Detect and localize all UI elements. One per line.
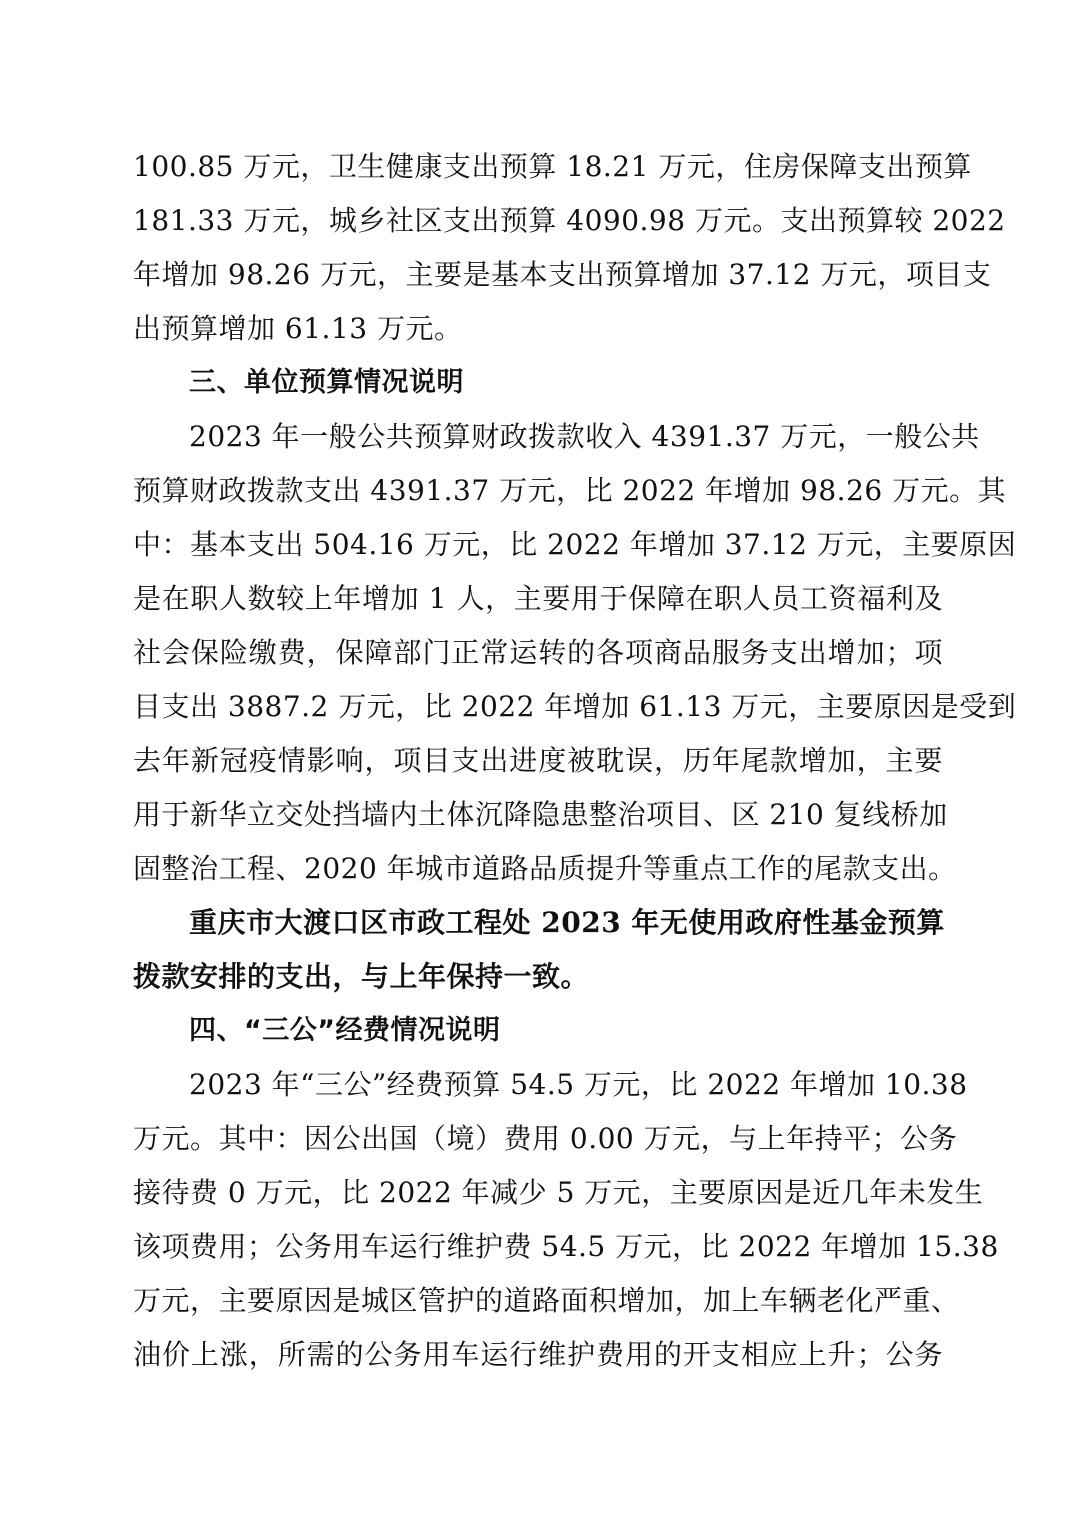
text-line: 目支出 3887.2 万元，比 2022 年增加 61.13 万元，主要原因是受到 — [133, 690, 1017, 723]
paragraph-three-public-expenses — [133, 1058, 999, 1382]
text-line: 是在职人数较上年增加 1 人，主要用于保障在职人员工资福利及 — [133, 582, 943, 615]
text-line: 年增加 98.26 万元，主要是基本支出预算增加 37.12 万元，项目支 — [133, 258, 992, 291]
paragraph-general-budget — [133, 410, 1017, 896]
text-line: 出预算增加 61.13 万元。 — [133, 312, 463, 345]
document-page — [133, 140, 1017, 1382]
text-line: 预算财政拨款支出 4391.37 万元，比 2022 年增加 98.26 万元。其 — [133, 474, 1007, 507]
text-line: 该项费用；公务用车运行维护费 54.5 万元，比 2022 年增加 15.38 — [133, 1230, 999, 1263]
text-line: 2023 年一般公共预算财政拨款收入 4391.37 万元，一般公共 — [189, 420, 980, 453]
text-line: 社会保险缴费，保障部门正常运转的各项商品服务支出增加；项 — [133, 636, 943, 669]
text-line: 181.33 万元，城乡社区支出预算 4090.98 万元。支出预算较 2022 — [133, 204, 1006, 237]
text-line: 去年新冠疫情影响，项目支出进度被耽误，历年尾款增加，主要 — [133, 744, 943, 777]
text-line: 重庆市大渡口区市政工程处 2023 年无使用政府性基金预算 — [189, 906, 945, 939]
paragraph-expenditure-summary — [133, 140, 1006, 356]
text-line: 万元。其中：因公出国（境）费用 0.00 万元，与上年持平；公务 — [133, 1122, 958, 1155]
text-line: 油价上涨，所需的公务用车运行维护费用的开支相应上升；公务 — [133, 1338, 943, 1371]
text-line: 100.85 万元，卫生健康支出预算 18.21 万元，住房保障支出预算 — [133, 150, 972, 183]
paragraph-government-fund — [133, 896, 943, 1004]
text-line: 万元，主要原因是城区管护的道路面积增加，加上车辆老化严重、 — [133, 1284, 960, 1317]
text-line: 拨款安排的支出，与上年保持一致。 — [133, 960, 590, 993]
text-line: 固整治工程、2020 年城市道路品质提升等重点工作的尾款支出。 — [133, 852, 957, 885]
section-heading-three-public-expenses: 四、“三公”经费情况说明 — [189, 1015, 501, 1046]
text-line: 用于新华立交处挡墙内土体沉降隐患整治项目、区 210 复线桥加 — [133, 798, 948, 831]
text-line: 2023 年“三公”经费预算 54.5 万元，比 2022 年增加 10.38 — [189, 1068, 968, 1101]
text-line: 中：基本支出 504.16 万元，比 2022 年增加 37.12 万元，主要原因 — [133, 528, 1017, 561]
text-line: 接待费 0 万元，比 2022 年减少 5 万元，主要原因是近几年未发生 — [133, 1176, 984, 1209]
section-heading-unit-budget: 三、单位预算情况说明 — [189, 367, 464, 398]
